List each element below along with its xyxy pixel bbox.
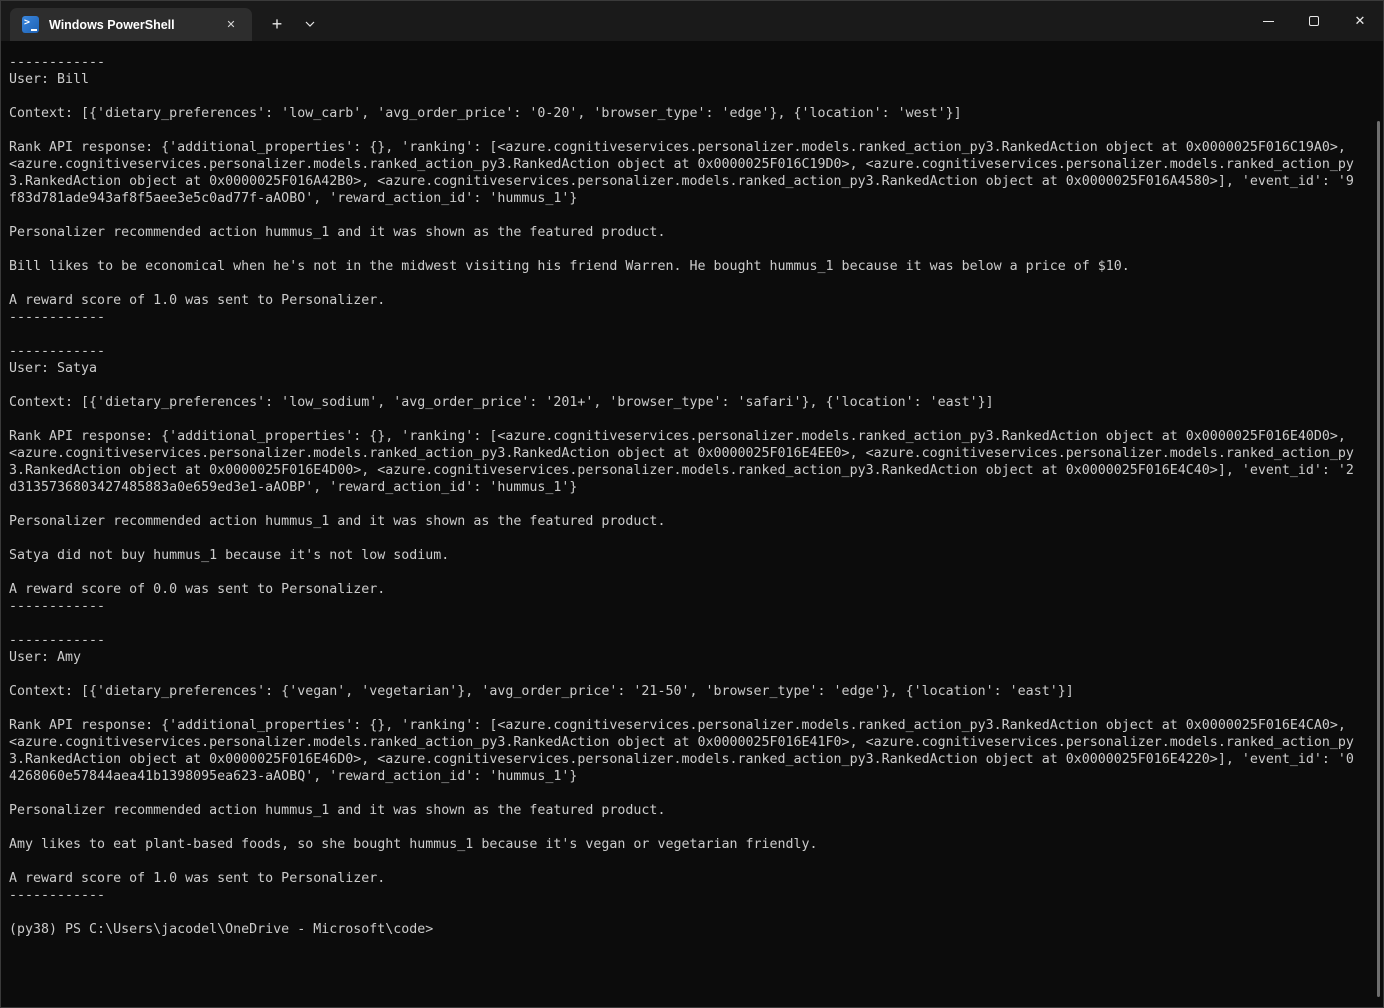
terminal-line xyxy=(9,904,1375,921)
terminal-line xyxy=(9,122,1375,139)
terminal-line xyxy=(9,275,1375,292)
terminal-output[interactable] xyxy=(1,41,1383,1007)
terminal-line: A reward score of 1.0 was sent to Personalizer. xyxy=(9,293,386,308)
close-icon: ✕ xyxy=(1354,13,1366,28)
maximize-icon xyxy=(1309,16,1319,26)
terminal-line xyxy=(9,326,1375,343)
terminal-line: Context: [{'dietary_preferences': {'vegan', 'vegetarian'}, 'avg_order_price': '21-50', 'browser_type': 'edge'}, {'location': 'east'}] xyxy=(9,684,1074,699)
minimize-icon xyxy=(1263,21,1274,22)
terminal-line: Rank API response: {'additional_properties': {}, 'ranking': [<azure.cognitiveservices.personalizer.models.ranked_action_py3.RankedAction object at 0x0000025F016E4CA0>, xyxy=(9,718,1346,733)
terminal-line: Personalizer recommended action hummus_1 and it was shown as the featured product. xyxy=(9,803,666,818)
terminal-lines xyxy=(9,54,1375,938)
terminal-line: 3.RankedAction object at 0x0000025F016A42B0>, <azure.cognitiveservices.personalizer.models.ranked_action_py3.RankedAction object at 0x0000025F016A4580>], 'event_id': '9 xyxy=(9,174,1354,189)
terminal-line: Rank API response: {'additional_properties': {}, 'ranking': [<azure.cognitiveservices.personalizer.models.ranked_action_py3.RankedAction object at 0x0000025F016C19A0>, xyxy=(9,140,1346,155)
terminal-line: ------------ xyxy=(9,310,106,325)
terminal-line: <azure.cognitiveservices.personalizer.models.ranked_action_py3.RankedAction object at 0x0000025F016C19D0>, <azure.cognitiveservices.personalizer.models.ranked_action_py xyxy=(9,157,1354,172)
terminal-line xyxy=(9,564,1375,581)
terminal-line xyxy=(9,411,1375,428)
terminal-line: User: Bill xyxy=(9,72,90,87)
terminal-line: f83d781ade943af8f5aee3e5c0ad77f-aAOBO', 'reward_action_id': 'hummus_1'} xyxy=(9,191,578,206)
tab-title: Windows PowerShell xyxy=(49,17,175,32)
terminal-line xyxy=(9,819,1375,836)
terminal-line: User: Satya xyxy=(9,361,98,376)
terminal-line: Bill likes to be economical when he's not in the midwest visiting his friend Warren. He bought hummus_1 because it was below a price of $10. xyxy=(9,259,1130,274)
powershell-icon: > xyxy=(22,16,39,33)
terminal-line xyxy=(9,615,1375,632)
terminal-line xyxy=(9,853,1375,870)
close-button[interactable] xyxy=(1337,1,1383,41)
terminal-line xyxy=(9,530,1375,547)
new-tab-button[interactable]: + xyxy=(271,13,283,34)
tab-windows-powershell[interactable] xyxy=(10,8,252,41)
terminal-line xyxy=(9,241,1375,258)
terminal-line: 3.RankedAction object at 0x0000025F016E46D0>, <azure.cognitiveservices.personalizer.models.ranked_action_py3.RankedAction object at 0x0000025F016E4220>], 'event_id': '0 xyxy=(9,752,1354,767)
terminal-line: Rank API response: {'additional_properties': {}, 'ranking': [<azure.cognitiveservices.personalizer.models.ranked_action_py3.RankedAction object at 0x0000025F016E40D0>, xyxy=(9,429,1346,444)
terminal-line: ------------ xyxy=(9,55,106,70)
terminal-line: ------------ xyxy=(9,344,106,359)
terminal-line xyxy=(9,88,1375,105)
terminal-line: d3135736803427485883a0e659ed3e1-aAOBP', 'reward_action_id': 'hummus_1'} xyxy=(9,480,578,495)
terminal-line: Amy likes to eat plant-based foods, so she bought hummus_1 because it's vegan or vegetarian friendly. xyxy=(9,837,818,852)
terminal-line xyxy=(9,666,1375,683)
chevron-down-icon[interactable] xyxy=(296,9,324,39)
terminal-line: Personalizer recommended action hummus_1 and it was shown as the featured product. xyxy=(9,225,666,240)
terminal-line: 3.RankedAction object at 0x0000025F016E4D00>, <azure.cognitiveservices.personalizer.models.ranked_action_py3.RankedAction object at 0x0000025F016E4C40>], 'event_id': '2 xyxy=(9,463,1354,478)
terminal-line: Context: [{'dietary_preferences': 'low_sodium', 'avg_order_price': '201+', 'browser_type': 'safari'}, {'location': 'east'}] xyxy=(9,395,994,410)
minimize-button[interactable] xyxy=(1245,1,1291,41)
terminal-line: A reward score of 1.0 was sent to Personalizer. xyxy=(9,871,386,886)
terminal-line: ------------ xyxy=(9,599,106,614)
terminal-line: (py38) PS C:\Users\jacodel\OneDrive - Microsoft\code> xyxy=(9,922,434,937)
terminal-line: 4268060e57844aea41b1398095ea623-aAOBQ', 'reward_action_id': 'hummus_1'} xyxy=(9,769,578,784)
terminal-line: <azure.cognitiveservices.personalizer.models.ranked_action_py3.RankedAction object at 0x0000025F016E4EE0>, <azure.cognitiveservices.personalizer.models.ranked_action_py xyxy=(9,446,1354,461)
terminal-line xyxy=(9,207,1375,224)
terminal-line: ------------ xyxy=(9,633,106,648)
titlebar[interactable] xyxy=(1,1,1383,41)
terminal-line xyxy=(9,377,1375,394)
terminal-line: Satya did not buy hummus_1 because it's not low sodium. xyxy=(9,548,450,563)
maximize-button[interactable] xyxy=(1291,1,1337,41)
terminal-line: A reward score of 0.0 was sent to Personalizer. xyxy=(9,582,386,597)
terminal-line: Context: [{'dietary_preferences': 'low_carb', 'avg_order_price': '0-20', 'browser_type': 'edge'}, {'location': 'west'}] xyxy=(9,106,962,121)
terminal-line: User: Amy xyxy=(9,650,82,665)
scrollbar[interactable] xyxy=(1377,121,1380,997)
window-controls xyxy=(1245,1,1383,41)
terminal-line: Personalizer recommended action hummus_1 and it was shown as the featured product. xyxy=(9,514,666,529)
terminal-line xyxy=(9,785,1375,802)
tab-close-icon[interactable]: ✕ xyxy=(226,19,236,31)
terminal-line xyxy=(9,496,1375,513)
terminal-line xyxy=(9,700,1375,717)
terminal-line: ------------ xyxy=(9,888,106,903)
terminal-line: <azure.cognitiveservices.personalizer.models.ranked_action_py3.RankedAction object at 0x0000025F016E41F0>, <azure.cognitiveservices.personalizer.models.ranked_action_py xyxy=(9,735,1354,750)
